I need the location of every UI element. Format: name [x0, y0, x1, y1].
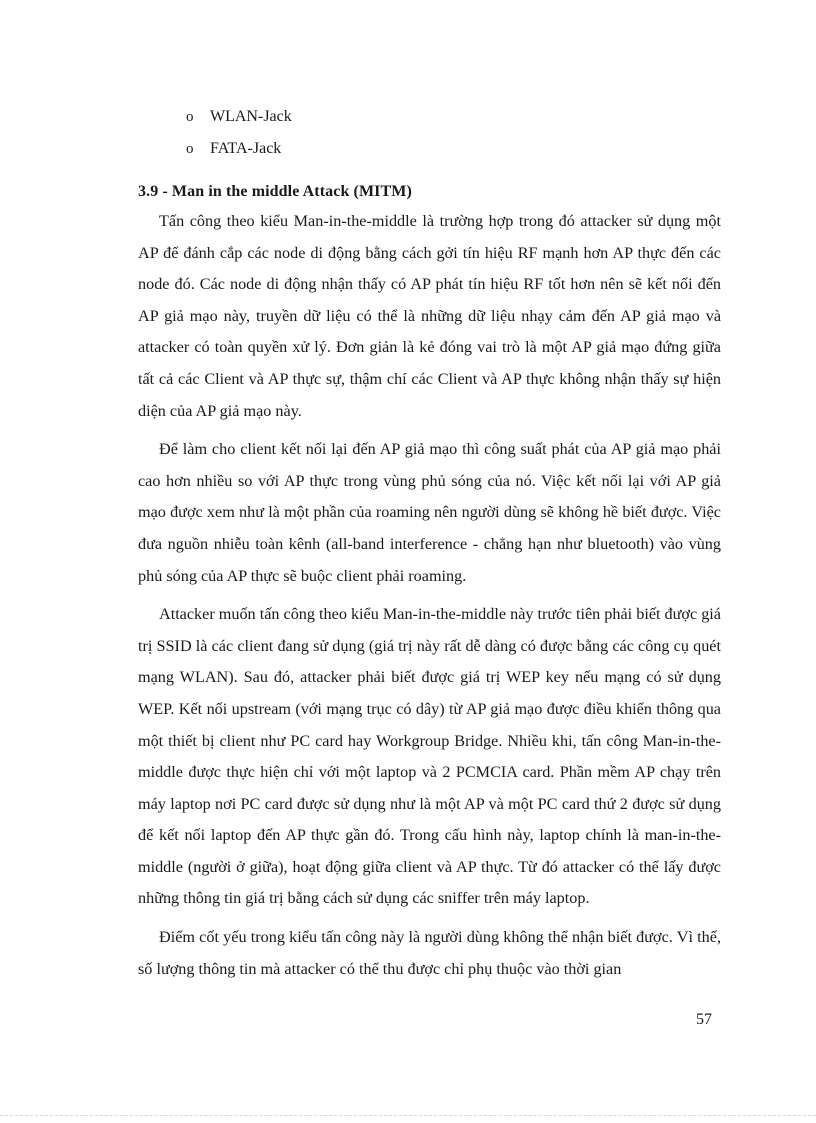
page-number: 57 — [696, 1011, 712, 1028]
bullet-marker: o — [186, 141, 194, 157]
list-item — [186, 101, 292, 133]
page-divider — [0, 1115, 816, 1116]
body-text — [138, 206, 721, 992]
list-item-text: FATA-Jack — [210, 140, 282, 157]
section-heading: 3.9 - Man in the middle Attack (MITM) — [138, 183, 412, 200]
paragraph: Attacker muốn tấn công theo kiểu Man-in-the-middle này trước tiên phải biết được giá trị SSID là các client đang sử dụng (giá trị này rất dễ dàng có được bằng các công cụ quét mạng WLAN). Sau đó, attacker phải biết được giá trị WEP key nếu mạng có sử dụng WEP. Kết nối upstream (với mạng trục có dây) từ AP giả mạo được điều khiển thông qua một thiết bị client như PC card hay Workgroup Bridge. Nhiều khi, tấn công Man-in-the-middle được thực hiện chỉ với một laptop và 2 PCMCIA card. Phần mềm AP chạy trên máy laptop nơi PC card được sử dụng như là một AP và một PC card thứ 2 được sử dụng để kết nối laptop đến AP thực gần đó. Trong cấu hình này, laptop chính là man-in-the-middle (người ở giữa), hoạt động giữa client và AP thực. Từ đó attacker có thể lấy được những thông tin giá trị bằng cách sử dụng các sniffer trên máy laptop. — [138, 605, 721, 908]
paragraph: Để làm cho client kết nối lại đến AP giả mạo thì công suất phát của AP giả mạo phải cao hơn nhiều so với AP thực trong vùng phủ sóng của nó. Việc kết nối lại với AP giả mạo được xem như là một phần của roaming nên người dùng sẽ không hề biết được. Việc đưa nguồn nhiễu toàn kênh (all-band interference - chẳng hạn như bluetooth) vào vùng phủ sóng của AP thực sẽ buộc client phải roaming. — [138, 440, 721, 585]
bullet-list — [186, 101, 292, 165]
list-item-text: WLAN-Jack — [210, 108, 292, 125]
paragraph: Tấn công theo kiểu Man-in-the-middle là trường hợp trong đó attacker sử dụng một AP để đánh cắp các node di động bằng cách gởi tín hiệu RF mạnh hơn AP thực đến các node đó. Các node di động nhận thấy có AP phát tín hiệu RF tốt hơn nên sẽ kết nối đến AP giả mạo này, truyền dữ liệu có thể là những dữ liệu nhạy cảm đến AP giả mạo và attacker có toàn quyền xử lý. Đơn giản là kẻ đóng vai trò là một AP giả mạo đứng giữa tất cả các Client và AP thực sự, thậm chí các Client và AP thực không nhận thấy sự hiện diện của AP giả mạo này. — [138, 212, 721, 420]
paragraph: Điểm cốt yếu trong kiểu tấn công này là người dùng không thể nhận biết được. Vì thế, số lượng thông tin mà attacker có thể thu được chỉ phụ thuộc vào thời gian — [138, 928, 721, 978]
list-item — [186, 133, 292, 165]
bullet-marker: o — [186, 109, 194, 125]
